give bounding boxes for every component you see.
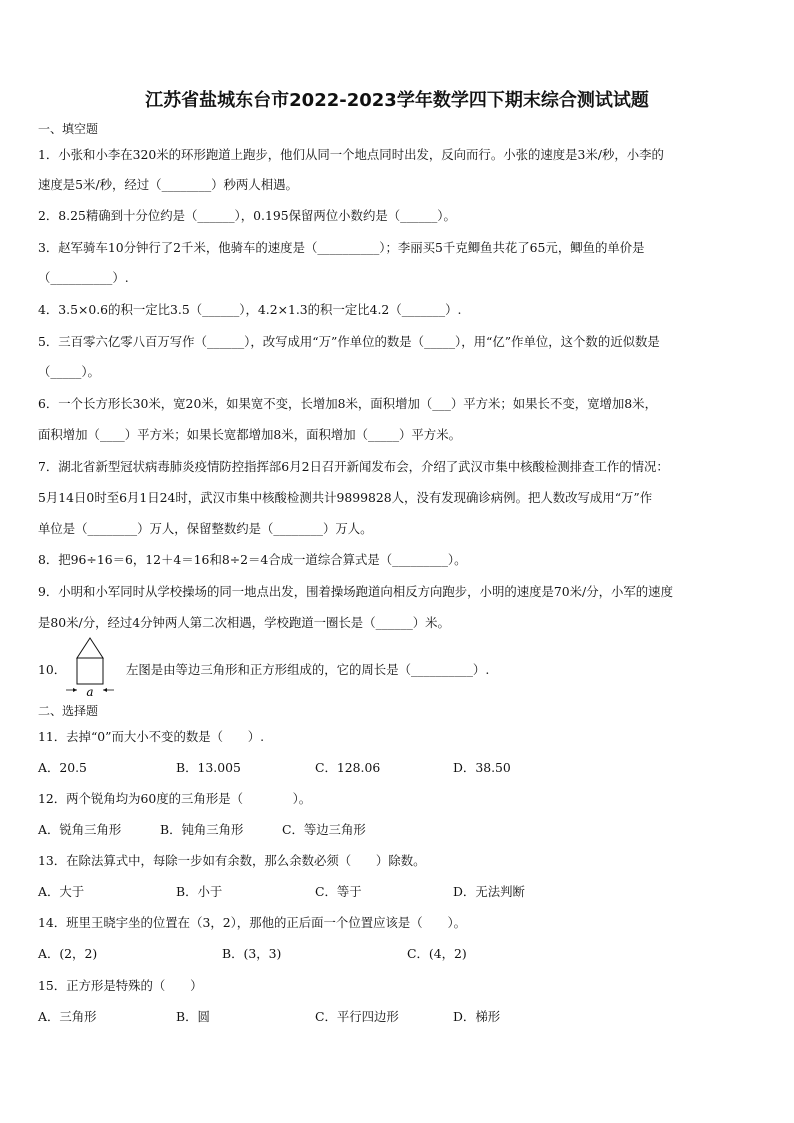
question-5-line-1: 5．三百零六亿零八百万写作（______），改写成用“万”作单位的数是（_____），用“亿”作单位，这个数的近似数是 — [38, 334, 660, 349]
question-9-line-1: 9．小明和小军同时从学校操场的同一地点出发，围着操场跑道向相反方向跑步，小明的速度是70米/分，小军的速度 — [38, 584, 673, 599]
q11-option-c: C．128.06 — [315, 760, 381, 775]
question-7-line-1: 7．湖北省新型冠状病毒肺炎疫情防控指挥部6月2日召开新闻发布会，介绍了武汉市集中核酸检测排查工作的情况： — [38, 459, 669, 474]
question-15: 15．正方形是特殊的（ ） — [38, 978, 203, 993]
question-2: 2．8.25精确到十分位约是（______），0.195保留两位小数约是（______）。 — [38, 208, 456, 223]
q12-option-a: A．锐角三角形 — [38, 822, 122, 837]
q12-option-b: B．钝角三角形 — [160, 822, 244, 837]
question-9-line-2: 是80米/分，经过4分钟两人第二次相遇，学校跑道一圈长是（______）米。 — [38, 615, 450, 630]
question-6-line-2: 面积增加（____）平方米；如果长宽都增加8米，面积增加（_____）平方米。 — [38, 427, 461, 442]
q15-option-a: A．三角形 — [38, 1009, 97, 1024]
page-title: 江苏省盐城东台市2022-2023学年数学四下期末综合测试试题 — [145, 90, 649, 111]
q11-option-d: D．38.50 — [453, 760, 511, 775]
question-5-line-2: （_____）。 — [38, 364, 100, 379]
question-8: 8．把96÷16＝6，12＋4＝16和8÷2＝4合成一道综合算式是（_________）。 — [38, 552, 467, 567]
section-heading-fill-blank: 一、填空题 — [38, 122, 99, 136]
side-length-label: a — [86, 685, 94, 698]
question-1-line-2: 速度是5米/秒，经过（________）秒两人相遇。 — [38, 177, 298, 192]
q13-option-d: D．无法判断 — [453, 884, 525, 899]
q11-option-b: B．13.005 — [176, 760, 241, 775]
question-7-line-3: 单位是（________）万人，保留整数约是（________）万人。 — [38, 521, 373, 536]
q12-option-c: C．等边三角形 — [282, 822, 366, 837]
q15-option-b: B．圆 — [176, 1009, 210, 1024]
q11-option-a: A．20.5 — [38, 760, 87, 775]
question-10-number: 10． — [38, 662, 67, 677]
question-12: 12．两个锐角均为60度的三角形是（ ）。 — [38, 791, 312, 806]
question-1-line-1: 1．小张和小李在320米的环形跑道上跑步，他们从同一个地点同时出发，反向而行。小张的速度是3米/秒，小李的 — [38, 147, 664, 162]
question-14: 14．班里王晓宇坐的位置在（3，2），那他的正后面一个位置应该是（ ）。 — [38, 915, 467, 930]
q13-option-a: A．大于 — [38, 884, 85, 899]
question-11: 11．去掉“0”而大小不变的数是（ ）. — [38, 729, 265, 744]
q14-option-c: C．(4，2) — [407, 946, 467, 961]
q14-option-b: B．(3，3) — [222, 946, 282, 961]
section-heading-multiple-choice: 二、选择题 — [38, 704, 99, 718]
question-4: 4．3.5×0.6的积一定比3.5（______），4.2×1.3的积一定比4.2（_______）. — [38, 302, 462, 317]
q14-option-a: A．(2，2) — [38, 946, 98, 961]
question-13: 13．在除法算式中，每除一步如有余数，那么余数必须（ ）除数。 — [38, 853, 426, 868]
question-3-line-1: 3．赵军骑车10分钟行了2千米，他骑车的速度是（__________）；李丽买5千克鲫鱼共花了65元，鲫鱼的单价是 — [38, 240, 645, 255]
q13-option-b: B．小于 — [176, 884, 223, 899]
question-3-line-2: （__________）. — [38, 270, 129, 285]
q15-option-c: C．平行四边形 — [315, 1009, 399, 1024]
q13-option-c: C．等于 — [315, 884, 362, 899]
house-shape-figure — [64, 636, 116, 698]
question-6-line-1: 6．一个长方形长30米，宽20米，如果宽不变，长增加8米，面积增加（___）平方米；如果长不变，宽增加8米， — [38, 396, 657, 411]
q15-option-d: D．梯形 — [453, 1009, 501, 1024]
question-10-text: 左图是由等边三角形和正方形组成的，它的周长是（__________）. — [126, 662, 490, 677]
question-7-line-2: 5月14日0时至6月1日24时，武汉市集中核酸检测共计9899828人，没有发现确诊病例。把人数改写成用“万”作 — [38, 490, 653, 505]
